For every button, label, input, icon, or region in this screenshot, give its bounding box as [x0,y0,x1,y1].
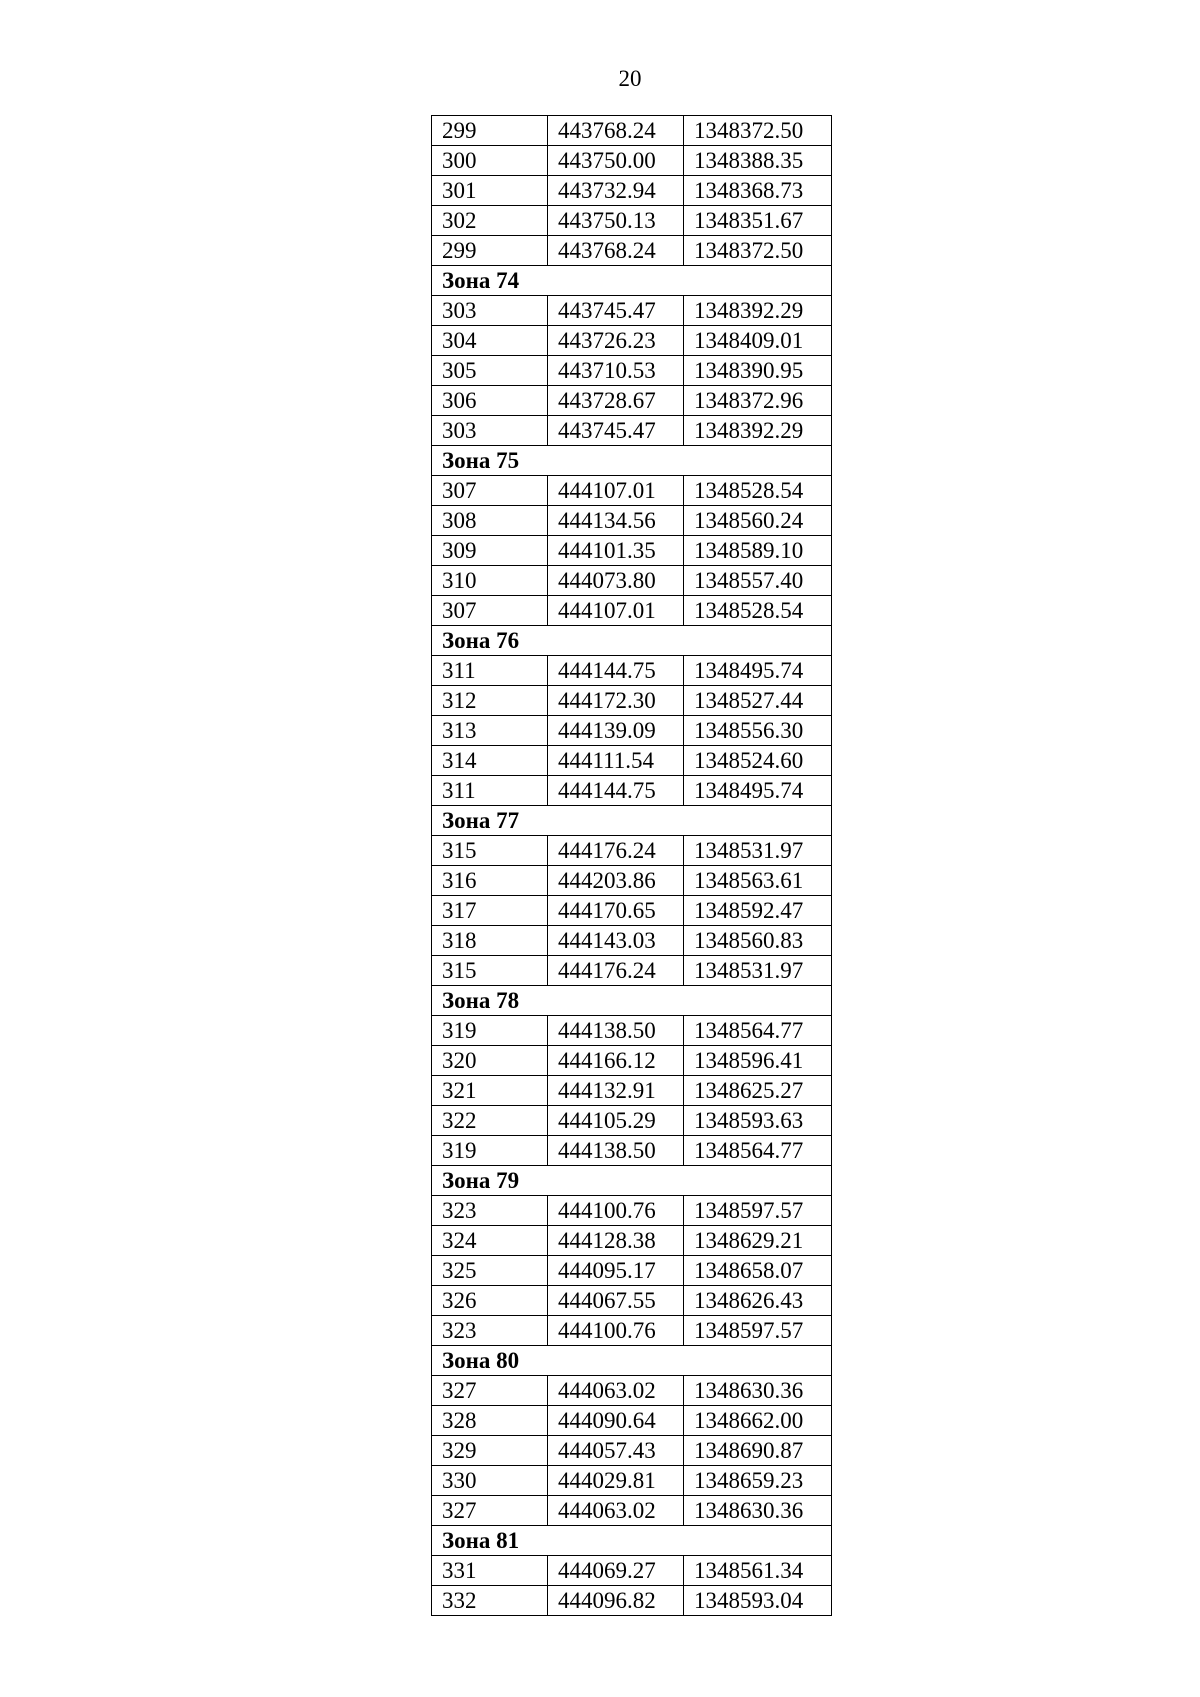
y-coordinate-cell: 1348560.24 [684,506,832,536]
y-coordinate-cell: 1348630.36 [684,1496,832,1526]
x-coordinate-cell: 444144.75 [548,656,684,686]
x-coordinate-cell: 444073.80 [548,566,684,596]
table-row [432,236,832,266]
x-coordinate-cell: 444143.03 [548,926,684,956]
x-coordinate-cell: 444144.75 [548,776,684,806]
table-row [432,926,832,956]
y-coordinate-cell: 1348659.23 [684,1466,832,1496]
y-coordinate-cell: 1348351.67 [684,206,832,236]
table-row [432,326,832,356]
point-number-cell: 318 [432,926,548,956]
x-coordinate-cell: 444107.01 [548,476,684,506]
x-coordinate-cell: 443750.13 [548,206,684,236]
table-row [432,1076,832,1106]
point-number-cell: 304 [432,326,548,356]
point-number-cell: 316 [432,866,548,896]
table-row [432,956,832,986]
y-coordinate-cell: 1348597.57 [684,1316,832,1346]
x-coordinate-cell: 444134.56 [548,506,684,536]
y-coordinate-cell: 1348564.77 [684,1016,832,1046]
x-coordinate-cell: 444090.64 [548,1406,684,1436]
x-coordinate-cell: 444096.82 [548,1586,684,1616]
point-number-cell: 327 [432,1496,548,1526]
y-coordinate-cell: 1348597.57 [684,1196,832,1226]
zone-header-row [432,266,832,296]
table-row [432,1136,832,1166]
point-number-cell: 327 [432,1376,548,1406]
y-coordinate-cell: 1348589.10 [684,536,832,566]
y-coordinate-cell: 1348409.01 [684,326,832,356]
table-row [432,1496,832,1526]
x-coordinate-cell: 444069.27 [548,1556,684,1586]
y-coordinate-cell: 1348531.97 [684,836,832,866]
table-row [432,656,832,686]
x-coordinate-cell: 444203.86 [548,866,684,896]
point-number-cell: 309 [432,536,548,566]
coordinates-table [431,115,832,1616]
point-number-cell: 307 [432,596,548,626]
table-row [432,1466,832,1496]
point-number-cell: 321 [432,1076,548,1106]
point-number-cell: 328 [432,1406,548,1436]
coordinates-table-body [432,116,832,1616]
y-coordinate-cell: 1348531.97 [684,956,832,986]
point-number-cell: 301 [432,176,548,206]
point-number-cell: 314 [432,746,548,776]
y-coordinate-cell: 1348560.83 [684,926,832,956]
table-row [432,356,832,386]
point-number-cell: 325 [432,1256,548,1286]
x-coordinate-cell: 444100.76 [548,1196,684,1226]
zone-label: Зона 79 [432,1166,832,1196]
x-coordinate-cell: 444057.43 [548,1436,684,1466]
point-number-cell: 306 [432,386,548,416]
zone-label: Зона 77 [432,806,832,836]
table-row [432,1406,832,1436]
table-row [432,1586,832,1616]
x-coordinate-cell: 443768.24 [548,236,684,266]
table-row [432,536,832,566]
point-number-cell: 307 [432,476,548,506]
table-row [432,476,832,506]
zone-header-row [432,806,832,836]
point-number-cell: 319 [432,1136,548,1166]
point-number-cell: 299 [432,116,548,146]
y-coordinate-cell: 1348593.63 [684,1106,832,1136]
y-coordinate-cell: 1348372.96 [684,386,832,416]
y-coordinate-cell: 1348392.29 [684,296,832,326]
table-row [432,1376,832,1406]
x-coordinate-cell: 444095.17 [548,1256,684,1286]
x-coordinate-cell: 443745.47 [548,296,684,326]
point-number-cell: 317 [432,896,548,926]
x-coordinate-cell: 444138.50 [548,1016,684,1046]
x-coordinate-cell: 444029.81 [548,1466,684,1496]
point-number-cell: 323 [432,1316,548,1346]
x-coordinate-cell: 443728.67 [548,386,684,416]
table-row [432,146,832,176]
table-row [432,296,832,326]
table-row [432,866,832,896]
y-coordinate-cell: 1348629.21 [684,1226,832,1256]
y-coordinate-cell: 1348561.34 [684,1556,832,1586]
x-coordinate-cell: 444170.65 [548,896,684,926]
x-coordinate-cell: 444176.24 [548,836,684,866]
zone-header-row [432,1166,832,1196]
y-coordinate-cell: 1348625.27 [684,1076,832,1106]
point-number-cell: 332 [432,1586,548,1616]
y-coordinate-cell: 1348390.95 [684,356,832,386]
table-row [432,776,832,806]
x-coordinate-cell: 443745.47 [548,416,684,446]
x-coordinate-cell: 444105.29 [548,1106,684,1136]
table-row [432,1556,832,1586]
x-coordinate-cell: 444128.38 [548,1226,684,1256]
y-coordinate-cell: 1348527.44 [684,686,832,716]
y-coordinate-cell: 1348662.00 [684,1406,832,1436]
x-coordinate-cell: 444107.01 [548,596,684,626]
y-coordinate-cell: 1348524.60 [684,746,832,776]
table-row [432,836,832,866]
y-coordinate-cell: 1348495.74 [684,656,832,686]
y-coordinate-cell: 1348556.30 [684,716,832,746]
x-coordinate-cell: 444139.09 [548,716,684,746]
page-number: 20 [618,66,642,91]
point-number-cell: 310 [432,566,548,596]
zone-header-row [432,446,832,476]
point-number-cell: 308 [432,506,548,536]
table-row [432,1106,832,1136]
x-coordinate-cell: 444172.30 [548,686,684,716]
point-number-cell: 313 [432,716,548,746]
point-number-cell: 300 [432,146,548,176]
y-coordinate-cell: 1348368.73 [684,176,832,206]
x-coordinate-cell: 444176.24 [548,956,684,986]
zone-header-row [432,1526,832,1556]
point-number-cell: 326 [432,1286,548,1316]
point-number-cell: 329 [432,1436,548,1466]
point-number-cell: 324 [432,1226,548,1256]
point-number-cell: 311 [432,776,548,806]
y-coordinate-cell: 1348528.54 [684,596,832,626]
table-row [432,1316,832,1346]
y-coordinate-cell: 1348630.36 [684,1376,832,1406]
zone-header-row [432,626,832,656]
table-row [432,746,832,776]
y-coordinate-cell: 1348564.77 [684,1136,832,1166]
y-coordinate-cell: 1348563.61 [684,866,832,896]
table-row [432,1046,832,1076]
x-coordinate-cell: 443710.53 [548,356,684,386]
point-number-cell: 331 [432,1556,548,1586]
table-row [432,1016,832,1046]
point-number-cell: 299 [432,236,548,266]
y-coordinate-cell: 1348388.35 [684,146,832,176]
point-number-cell: 303 [432,296,548,326]
table-row [432,1286,832,1316]
table-row [432,1196,832,1226]
x-coordinate-cell: 444067.55 [548,1286,684,1316]
point-number-cell: 322 [432,1106,548,1136]
table-row [432,116,832,146]
point-number-cell: 319 [432,1016,548,1046]
point-number-cell: 312 [432,686,548,716]
point-number-cell: 320 [432,1046,548,1076]
x-coordinate-cell: 444063.02 [548,1376,684,1406]
table-row [432,506,832,536]
x-coordinate-cell: 443726.23 [548,326,684,356]
zone-header-row [432,986,832,1016]
zone-label: Зона 75 [432,446,832,476]
y-coordinate-cell: 1348372.50 [684,116,832,146]
zone-label: Зона 80 [432,1346,832,1376]
table-row [432,566,832,596]
x-coordinate-cell: 444111.54 [548,746,684,776]
table-row [432,386,832,416]
x-coordinate-cell: 444100.76 [548,1316,684,1346]
y-coordinate-cell: 1348593.04 [684,1586,832,1616]
y-coordinate-cell: 1348372.50 [684,236,832,266]
y-coordinate-cell: 1348557.40 [684,566,832,596]
y-coordinate-cell: 1348626.43 [684,1286,832,1316]
table-row [432,1436,832,1466]
table-row [432,206,832,236]
point-number-cell: 330 [432,1466,548,1496]
x-coordinate-cell: 444166.12 [548,1046,684,1076]
y-coordinate-cell: 1348690.87 [684,1436,832,1466]
zone-label: Зона 78 [432,986,832,1016]
table-row [432,896,832,926]
y-coordinate-cell: 1348658.07 [684,1256,832,1286]
x-coordinate-cell: 444101.35 [548,536,684,566]
x-coordinate-cell: 444132.91 [548,1076,684,1106]
point-number-cell: 311 [432,656,548,686]
point-number-cell: 315 [432,956,548,986]
y-coordinate-cell: 1348596.41 [684,1046,832,1076]
y-coordinate-cell: 1348392.29 [684,416,832,446]
point-number-cell: 302 [432,206,548,236]
y-coordinate-cell: 1348495.74 [684,776,832,806]
table-row [432,686,832,716]
point-number-cell: 303 [432,416,548,446]
table-row [432,176,832,206]
table-row [432,416,832,446]
zone-label: Зона 81 [432,1526,832,1556]
y-coordinate-cell: 1348592.47 [684,896,832,926]
table-row [432,596,832,626]
x-coordinate-cell: 443732.94 [548,176,684,206]
zone-header-row [432,1346,832,1376]
zone-label: Зона 74 [432,266,832,296]
table-row [432,716,832,746]
x-coordinate-cell: 444138.50 [548,1136,684,1166]
table-row [432,1226,832,1256]
point-number-cell: 315 [432,836,548,866]
x-coordinate-cell: 443750.00 [548,146,684,176]
point-number-cell: 305 [432,356,548,386]
table-row [432,1256,832,1286]
x-coordinate-cell: 443768.24 [548,116,684,146]
x-coordinate-cell: 444063.02 [548,1496,684,1526]
point-number-cell: 323 [432,1196,548,1226]
y-coordinate-cell: 1348528.54 [684,476,832,506]
zone-label: Зона 76 [432,626,832,656]
